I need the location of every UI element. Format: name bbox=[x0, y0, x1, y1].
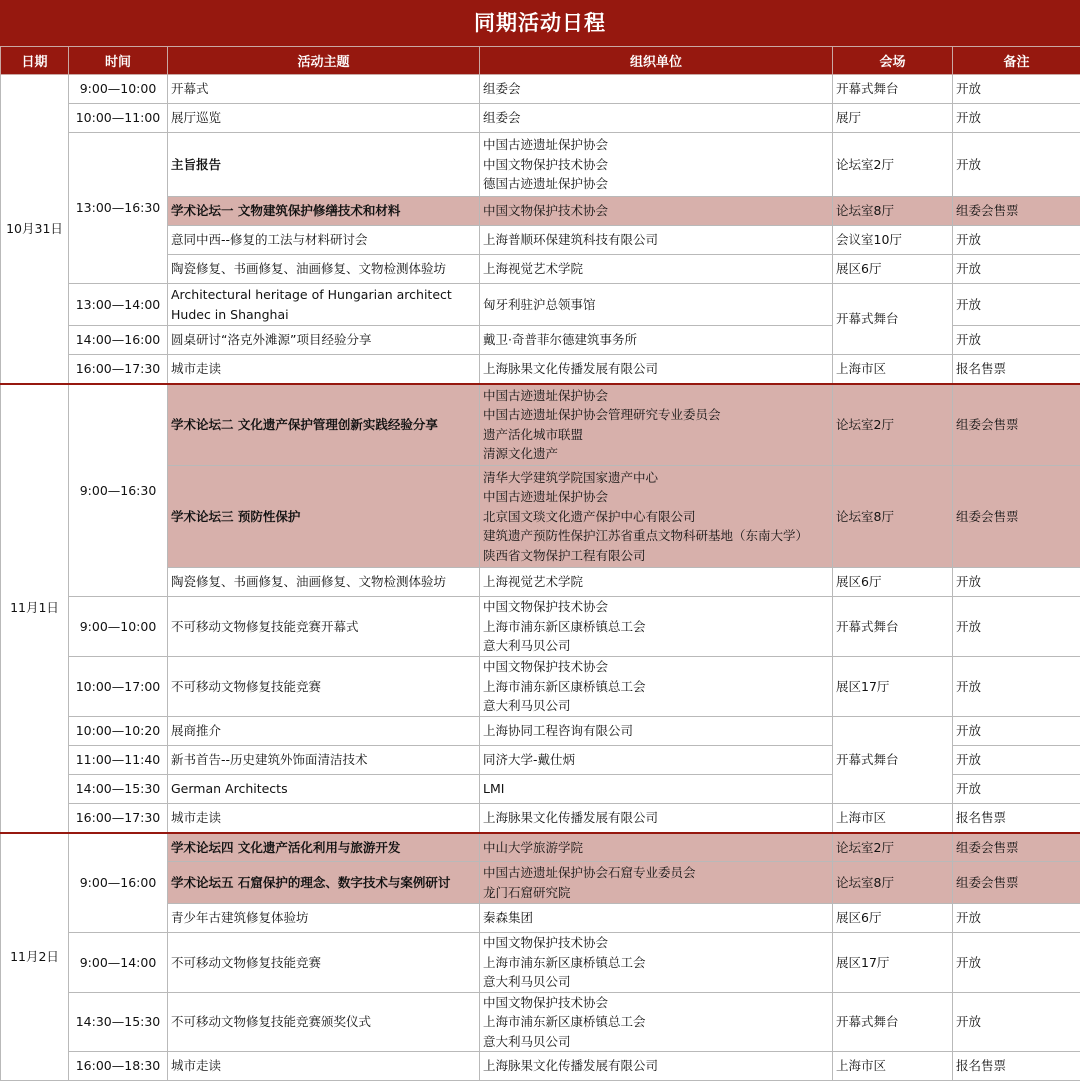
table-row bbox=[1, 75, 1080, 104]
theme-cell: 不可移动文物修复技能竞赛颁奖仪式 bbox=[168, 992, 480, 1052]
org-cell bbox=[480, 197, 833, 226]
theme-cell: 不可移动文物修复技能竞赛 bbox=[168, 657, 480, 717]
org-line: 中国文物保护技术协会 bbox=[483, 659, 609, 675]
theme-cell: 学术论坛三 预防性保护 bbox=[168, 466, 480, 568]
org-line: 上海脉果文化传播发展有限公司 bbox=[483, 1058, 659, 1074]
theme-line: Architectural heritage of Hungarian architect bbox=[171, 287, 452, 302]
venue-cell: 上海市区 bbox=[833, 804, 953, 833]
time-cell: 16:00—17:30 bbox=[69, 804, 168, 833]
org-cell bbox=[480, 326, 833, 355]
theme-cell: 城市走读 bbox=[168, 355, 480, 384]
theme-cell: 不可移动文物修复技能竞赛 bbox=[168, 933, 480, 993]
venue-cell: 展区6厅 bbox=[833, 255, 953, 284]
note-cell: 组委会售票 bbox=[953, 466, 1080, 568]
theme-cell: 学术论坛二 文化遗产保护管理创新实践经验分享 bbox=[168, 384, 480, 466]
org-cell bbox=[480, 992, 833, 1052]
note-cell: 开放 bbox=[953, 104, 1080, 133]
venue-cell: 论坛室8厅 bbox=[833, 197, 953, 226]
page-title: 同期活动日程 bbox=[0, 0, 1080, 46]
theme-cell: 展商推介 bbox=[168, 717, 480, 746]
note-cell: 开放 bbox=[953, 933, 1080, 993]
time-cell: 9:00—16:30 bbox=[69, 384, 168, 597]
venue-cell: 展区6厅 bbox=[833, 904, 953, 933]
org-line: 上海脉果文化传播发展有限公司 bbox=[483, 361, 659, 376]
org-cell bbox=[480, 717, 833, 746]
org-line: 组委会 bbox=[483, 110, 521, 126]
org-line: 上海普顺环保建筑科技有限公司 bbox=[483, 232, 659, 248]
table-row bbox=[1, 933, 1080, 993]
theme-cell: 陶瓷修复、书画修复、油画修复、文物检测体验坊 bbox=[168, 568, 480, 597]
org-line: 上海视觉艺术学院 bbox=[483, 574, 584, 590]
org-cell bbox=[480, 133, 833, 197]
venue-cell: 开幕式舞台 bbox=[833, 992, 953, 1052]
theme-cell: 新书首告--历史建筑外饰面清洁技术 bbox=[168, 746, 480, 775]
org-line: 中国古迹遗址保护协会 bbox=[483, 387, 609, 403]
org-line: LMI bbox=[483, 781, 505, 797]
time-cell: 9:00—16:00 bbox=[69, 833, 168, 933]
org-line: 组委会 bbox=[483, 81, 521, 97]
org-line: 中国文物保护技术协会 bbox=[483, 203, 609, 219]
org-cell bbox=[480, 1052, 833, 1081]
time-cell: 9:00—14:00 bbox=[69, 933, 168, 993]
venue-cell: 上海市区 bbox=[833, 355, 953, 384]
note-cell: 开放 bbox=[953, 284, 1080, 326]
time-cell: 14:00—15:30 bbox=[69, 775, 168, 804]
theme-cell: 开幕式 bbox=[168, 75, 480, 104]
org-line: 中国古迹遗址保护协会 bbox=[483, 137, 609, 153]
org-cell bbox=[480, 862, 833, 904]
theme-cell: 城市走读 bbox=[168, 1052, 480, 1081]
org-line: 中国文物保护技术协会 bbox=[483, 599, 609, 615]
note-cell: 组委会售票 bbox=[953, 862, 1080, 904]
table-row bbox=[1, 804, 1080, 833]
org-line: 遗产活化城市联盟 bbox=[483, 426, 584, 442]
org-cell bbox=[480, 104, 833, 133]
table-row bbox=[1, 597, 1080, 657]
note-cell: 开放 bbox=[953, 133, 1080, 197]
note-cell: 开放 bbox=[953, 746, 1080, 775]
org-cell bbox=[480, 746, 833, 775]
header-theme: 活动主题 bbox=[168, 47, 480, 75]
theme-cell: 青少年古建筑修复体验坊 bbox=[168, 904, 480, 933]
org-line: 上海市浦东新区康桥镇总工会 bbox=[483, 618, 646, 634]
org-line: 上海脉果文化传播发展有限公司 bbox=[483, 810, 659, 825]
org-line: 建筑遗产预防性保护江苏省重点文物科研基地（东南大学） bbox=[483, 528, 809, 544]
venue-cell: 上海市区 bbox=[833, 1052, 953, 1081]
org-line: 上海市浦东新区康桥镇总工会 bbox=[483, 678, 646, 694]
time-cell: 13:00—16:30 bbox=[69, 133, 168, 284]
org-line: 中国文物保护技术协会 bbox=[483, 935, 609, 950]
date-cell: 10月31日 bbox=[1, 75, 69, 384]
date-cell: 11月2日 bbox=[1, 833, 69, 1081]
note-cell: 开放 bbox=[953, 255, 1080, 284]
time-cell: 13:00—14:00 bbox=[69, 284, 168, 326]
org-line: 中山大学旅游学院 bbox=[483, 839, 584, 855]
time-cell: 16:00—17:30 bbox=[69, 355, 168, 384]
date-cell: 11月1日 bbox=[1, 384, 69, 833]
table-row bbox=[1, 284, 1080, 326]
time-cell: 14:30—15:30 bbox=[69, 992, 168, 1052]
venue-cell: 论坛室8厅 bbox=[833, 862, 953, 904]
org-line: 上海协同工程咨询有限公司 bbox=[483, 723, 634, 739]
time-cell: 9:00—10:00 bbox=[69, 597, 168, 657]
venue-cell: 论坛室2厅 bbox=[833, 384, 953, 466]
org-cell bbox=[480, 833, 833, 862]
org-line: 中国古迹遗址保护协会 bbox=[483, 489, 609, 505]
org-line: 同济大学-戴仕炳 bbox=[483, 752, 576, 768]
note-cell: 报名售票 bbox=[953, 804, 1080, 833]
org-line: 意大利马贝公司 bbox=[483, 638, 571, 654]
note-cell: 开放 bbox=[953, 904, 1080, 933]
org-line: 意大利马贝公司 bbox=[483, 698, 571, 714]
venue-cell: 展厅 bbox=[833, 104, 953, 133]
time-cell: 14:00—16:00 bbox=[69, 326, 168, 355]
org-cell bbox=[480, 284, 833, 326]
table-row bbox=[1, 992, 1080, 1052]
theme-cell: 学术论坛一 文物建筑保护修缮技术和材料 bbox=[168, 197, 480, 226]
header-date: 日期 bbox=[1, 47, 69, 75]
theme-cell bbox=[168, 284, 480, 326]
note-cell: 开放 bbox=[953, 992, 1080, 1052]
org-line: 龙门石窟研究院 bbox=[483, 884, 571, 900]
venue-cell: 开幕式舞台 bbox=[833, 284, 953, 355]
table-row bbox=[1, 104, 1080, 133]
note-cell: 开放 bbox=[953, 775, 1080, 804]
time-cell: 11:00—11:40 bbox=[69, 746, 168, 775]
org-line: 上海市浦东新区康桥镇总工会 bbox=[483, 954, 646, 970]
note-cell: 组委会售票 bbox=[953, 197, 1080, 226]
org-cell bbox=[480, 804, 833, 833]
table-row bbox=[1, 384, 1080, 466]
time-cell: 10:00—10:20 bbox=[69, 717, 168, 746]
org-cell bbox=[480, 75, 833, 104]
note-cell: 开放 bbox=[953, 717, 1080, 746]
venue-cell: 展区17厅 bbox=[833, 933, 953, 993]
org-cell bbox=[480, 384, 833, 466]
table-row bbox=[1, 355, 1080, 384]
org-line: 中国古迹遗址保护协会管理研究专业委员会 bbox=[483, 407, 721, 423]
theme-cell: 意同中西--修复的工法与材料研讨会 bbox=[168, 226, 480, 255]
theme-cell: 圆桌研讨“洛克外滩源”项目经验分享 bbox=[168, 326, 480, 355]
venue-cell: 展区17厅 bbox=[833, 657, 953, 717]
venue-cell: 论坛室2厅 bbox=[833, 833, 953, 862]
header-row bbox=[1, 47, 1080, 75]
time-cell: 9:00—10:00 bbox=[69, 75, 168, 104]
venue-cell: 会议室10厅 bbox=[833, 226, 953, 255]
org-line: 中国文物保护技术协会 bbox=[483, 994, 609, 1010]
note-cell: 开放 bbox=[953, 75, 1080, 104]
venue-cell: 开幕式舞台 bbox=[833, 597, 953, 657]
time-cell: 10:00—17:00 bbox=[69, 657, 168, 717]
theme-cell: 学术论坛五 石窟保护的理念、数字技术与案例研讨 bbox=[168, 862, 480, 904]
theme-cell: 城市走读 bbox=[168, 804, 480, 833]
venue-cell: 论坛室2厅 bbox=[833, 133, 953, 197]
org-line: 上海视觉艺术学院 bbox=[483, 261, 584, 277]
note-cell: 组委会售票 bbox=[953, 833, 1080, 862]
time-cell: 16:00—18:30 bbox=[69, 1052, 168, 1081]
org-line: 上海市浦东新区康桥镇总工会 bbox=[483, 1014, 646, 1029]
org-cell bbox=[480, 466, 833, 568]
org-line: 中国古迹遗址保护协会石窟专业委员会 bbox=[483, 865, 696, 880]
org-cell bbox=[480, 904, 833, 933]
org-cell bbox=[480, 568, 833, 597]
org-line: 清华大学建筑学院国家遗产中心 bbox=[483, 469, 659, 485]
theme-cell: 主旨报告 bbox=[168, 133, 480, 197]
venue-cell: 论坛室8厅 bbox=[833, 466, 953, 568]
org-line: 清源文化遗产 bbox=[483, 446, 559, 462]
org-line: 北京国文琰文化遗产保护中心有限公司 bbox=[483, 508, 696, 524]
table-row bbox=[1, 133, 1080, 197]
org-line: 德国古迹遗址保护协会 bbox=[483, 176, 609, 192]
schedule-table bbox=[0, 46, 1080, 1081]
org-cell bbox=[480, 255, 833, 284]
theme-cell: 陶瓷修复、书画修复、油画修复、文物检测体验坊 bbox=[168, 255, 480, 284]
org-cell bbox=[480, 657, 833, 717]
time-cell: 10:00—11:00 bbox=[69, 104, 168, 133]
theme-cell: 展厅巡览 bbox=[168, 104, 480, 133]
venue-cell: 开幕式舞台 bbox=[833, 75, 953, 104]
org-cell bbox=[480, 355, 833, 384]
venue-cell: 开幕式舞台 bbox=[833, 717, 953, 804]
org-cell bbox=[480, 775, 833, 804]
note-cell: 组委会售票 bbox=[953, 384, 1080, 466]
table-row bbox=[1, 833, 1080, 862]
note-cell: 报名售票 bbox=[953, 1052, 1080, 1081]
theme-cell: German Architects bbox=[168, 775, 480, 804]
org-cell bbox=[480, 933, 833, 993]
header-time: 时间 bbox=[69, 47, 168, 75]
org-line: 秦森集团 bbox=[483, 910, 534, 926]
header-org: 组织单位 bbox=[480, 47, 833, 75]
theme-line: Hudec in Shanghai bbox=[171, 306, 289, 322]
org-line: 意大利马贝公司 bbox=[483, 974, 571, 989]
table-row bbox=[1, 657, 1080, 717]
note-cell: 开放 bbox=[953, 597, 1080, 657]
org-cell bbox=[480, 597, 833, 657]
header-note: 备注 bbox=[953, 47, 1080, 75]
table-row bbox=[1, 717, 1080, 746]
org-line: 中国文物保护技术协会 bbox=[483, 156, 609, 172]
table-row bbox=[1, 1052, 1080, 1081]
theme-cell: 不可移动文物修复技能竞赛开幕式 bbox=[168, 597, 480, 657]
header-venue: 会场 bbox=[833, 47, 953, 75]
org-line: 戴卫·奇普菲尔德建筑事务所 bbox=[483, 332, 637, 348]
note-cell: 开放 bbox=[953, 226, 1080, 255]
org-line: 意大利马贝公司 bbox=[483, 1033, 571, 1049]
org-line: 陕西省文物保护工程有限公司 bbox=[483, 547, 646, 563]
org-line: 匈牙利驻沪总领事馆 bbox=[483, 296, 596, 312]
note-cell: 开放 bbox=[953, 657, 1080, 717]
note-cell: 开放 bbox=[953, 568, 1080, 597]
theme-cell: 学术论坛四 文化遗产活化利用与旅游开发 bbox=[168, 833, 480, 862]
org-cell bbox=[480, 226, 833, 255]
note-cell: 开放 bbox=[953, 326, 1080, 355]
venue-cell: 展区6厅 bbox=[833, 568, 953, 597]
note-cell: 报名售票 bbox=[953, 355, 1080, 384]
